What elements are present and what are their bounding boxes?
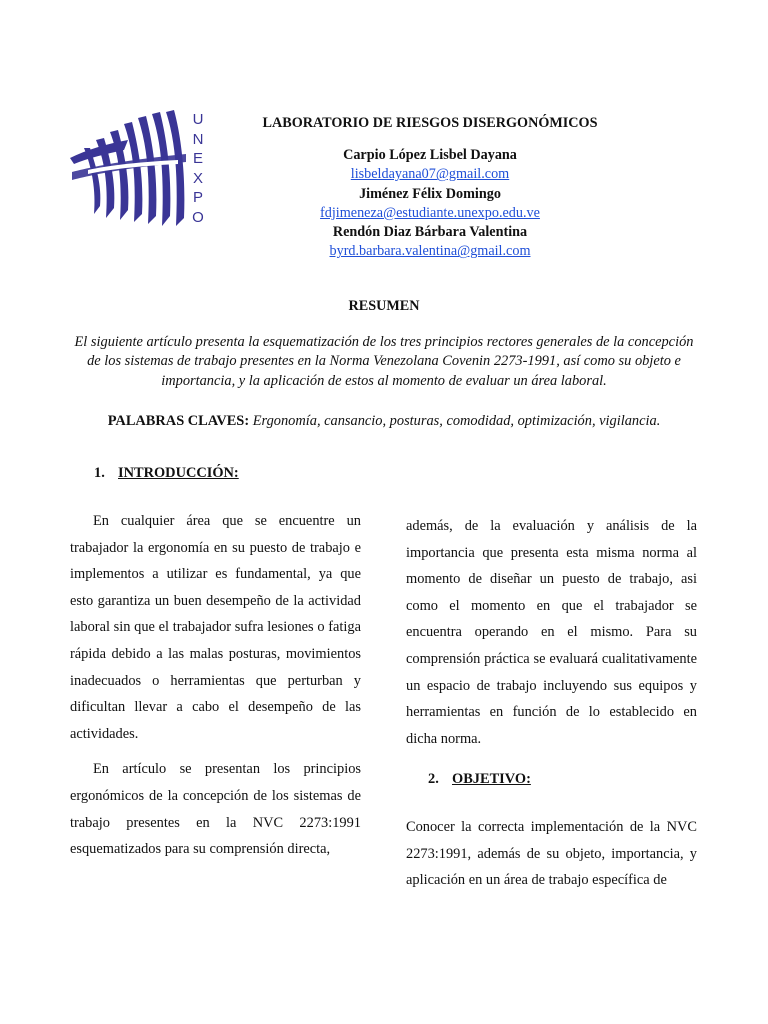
body-paragraph: En artículo se presentan los principios ergonómicos de la concepción de los sistemas de trabajo presentes en la NVC 2273:1991 esquematizados para su comprensión directa, bbox=[70, 761, 361, 858]
keywords-values: Ergonomía, cansancio, posturas, comodidad, optimización, vigilancia. bbox=[252, 413, 661, 429]
section-number: 2. bbox=[428, 771, 439, 787]
section-title: OBJETIVO: bbox=[452, 771, 531, 787]
section-title: INTRODUCCIÓN: bbox=[118, 465, 239, 481]
logo-letter: E bbox=[192, 150, 203, 167]
body-paragraph: Conocer la correcta implementación de la NVC 2273:1991, además de su objeto, importancia, y aplicación en un área de trabajo específica de bbox=[406, 819, 697, 889]
author-name: Rendón Diaz Bárbara Valentina bbox=[332, 224, 528, 241]
right-column bbox=[406, 513, 697, 752]
author-name: Carpio López Lisbel Dayana bbox=[343, 147, 517, 163]
logo-text bbox=[186, 110, 210, 227]
body-paragraph: En cualquier área que se encuentre un trabajador la ergonomía en su puesto de trabajo e implementos a utilizar es fundamental, ya que esto garantiza un buen desempeño de la actividad laboral sin que el trabajador sufra lesiones o fatiga rápida debido a las malas posturas, movimientos inadecuados o herramientas que perturban y dificultan llevar a cabo el desempeño de las actividades. bbox=[70, 513, 361, 742]
section-heading-objetivo bbox=[428, 771, 531, 788]
section-number: 1. bbox=[94, 465, 105, 481]
keywords-label: PALABRAS CLAVES: bbox=[107, 413, 250, 429]
logo-letter: N bbox=[192, 130, 204, 148]
abstract-heading: RESUMEN bbox=[348, 298, 420, 314]
author-email-link[interactable]: lisbeldayana07@gmail.com bbox=[350, 166, 510, 183]
section-heading-introduccion bbox=[94, 465, 239, 482]
author-name: Jiménez Félix Domingo bbox=[359, 185, 501, 202]
unexpo-logo bbox=[66, 110, 196, 230]
logo-letter: X bbox=[192, 169, 203, 187]
logo-letter: O bbox=[192, 208, 204, 226]
keywords-line bbox=[70, 413, 698, 430]
abstract-text: El siguiente artículo presenta la esquematización de los tres principios rectores generales de la concepción de los sistemas de trabajo presentes en la Norma Venezolana Covenin 2273-1991, así como su objeto e importancia, y la aplicación de estos al momento de evaluar un área laboral. bbox=[74, 334, 694, 389]
objetivo-body bbox=[406, 814, 697, 894]
author-block bbox=[240, 146, 620, 262]
author-email-link[interactable]: fdjimeneza@estudiante.unexpo.edu.ve bbox=[320, 204, 540, 221]
left-column bbox=[70, 508, 361, 863]
body-paragraph: además, de la evaluación y análisis de la importancia que presenta esta misma norma al momento de diseñar un puesto de trabajo, asi como el momento en que el trabajador se encuentra operando en el mismo. Para su comprensión práctica se evaluará cualitativamente un espacio de trabajo incluyendo sus equipos y herramientas en función de lo establecido en dicha norma. bbox=[406, 518, 697, 747]
logo-letter: U bbox=[192, 111, 204, 128]
logo-letter: P bbox=[192, 189, 203, 206]
author-email-link[interactable]: byrd.barbara.valentina@gmail.com bbox=[329, 243, 531, 260]
paper-title: LABORATORIO DE RIESGOS DISERGONÓMICOS bbox=[262, 115, 598, 131]
